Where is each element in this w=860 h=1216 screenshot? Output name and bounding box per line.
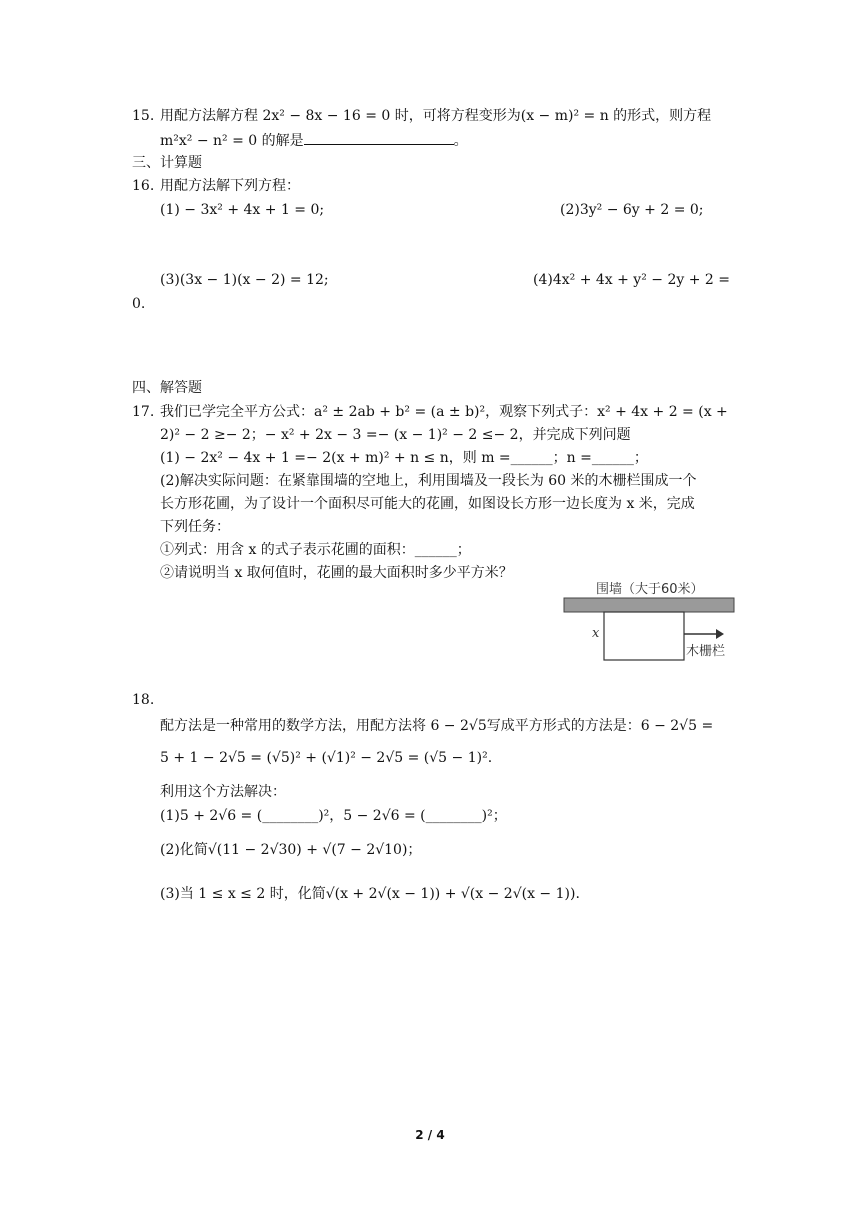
section-heading-3: 三、计算题: [132, 155, 202, 171]
q17-line3: (1) − 2x² − 4x + 1 =− 2(x + m)² + n ≤ n，则 m =______；n =______；: [160, 450, 648, 466]
q18-line5: (2)化简√(11 − 2√30) + √(7 − 2√10)；: [160, 842, 422, 858]
q16-number: 16.: [132, 178, 155, 194]
q16-part4-cont: 0.: [132, 296, 146, 312]
q17-line7: ①列式：用含 x 的式子表示花圃的面积：______；: [160, 542, 471, 558]
q15-line1: 用配方法解方程 2x² − 8x − 16 = 0 时，可将方程变形为(x − m)² = n 的形式，则方程: [160, 108, 712, 124]
section-heading-4: 四、解答题: [132, 380, 202, 396]
q18-line1: 配方法是一种常用的数学方法，用配方法将 6 − 2√5写成平方形式的方法是：6 − 2√5 =: [160, 718, 714, 734]
q18-line2: 5 + 1 − 2√5 = (√5)² + (√1)² − 2√5 = (√5 − 1)².: [160, 750, 493, 766]
q16-part1: (1) − 3x² + 4x + 1 = 0;: [160, 202, 325, 218]
q15-answer-blank[interactable]: [304, 130, 454, 145]
q18-line4: (1)5 + 2√6 = (________)²，5 − 2√6 = (________)²；: [160, 808, 507, 824]
page-number: 2 / 4: [415, 1128, 445, 1142]
q15-number: 15.: [132, 108, 155, 124]
garden-figure: [560, 578, 740, 672]
q17-line1: 我们已学完全平方公式：a² ± 2ab + b² = (a ± b)²，观察下列式子：x² + 4x + 2 = (x +: [160, 404, 728, 420]
q16-part4: (4)4x² + 4x + y² − 2y + 2 =: [533, 272, 730, 288]
q18-line3: 利用这个方法解决：: [160, 784, 286, 800]
q15-line2-end: 。: [453, 133, 468, 149]
q17-line8: ②请说明当 x 取何值时，花圃的最大面积时多少平方米？: [160, 565, 513, 581]
q15-line2: [160, 130, 468, 151]
q17-line6: 下列任务：: [160, 519, 230, 535]
wall-label: 围墙（大于60米）: [596, 582, 704, 597]
fence-arrow-head: [716, 629, 724, 639]
q16-part3: (3)(3x − 1)(x − 2) = 12;: [160, 272, 329, 288]
garden-rectangle: [604, 612, 684, 660]
side-x-label: x: [592, 626, 600, 641]
fence-label: 木栅栏: [686, 644, 726, 659]
wall-bar: [564, 598, 734, 612]
q16-part2: (2)3y² − 6y + 2 = 0;: [560, 202, 704, 218]
q18-number: 18.: [132, 692, 155, 708]
q18-line6: (3)当 1 ≤ x ≤ 2 时，化简√(x + 2√(x − 1)) + √(x − 2√(x − 1)).: [160, 886, 580, 902]
q17-line5: 长方形花圃，为了设计一个面积尽可能大的花圃，如图设长方形一边长度为 x 米，完成: [160, 496, 695, 512]
q17-number: 17.: [132, 404, 155, 420]
q15-line2-text: m²x² − n² = 0 的解是: [160, 133, 304, 149]
q17-line4: (2)解决实际问题：在紧靠围墙的空地上，利用围墙及一段长为 60 米的木栅栏围成一个: [160, 473, 697, 489]
q17-line2: 2)² − 2 ≥− 2；− x² + 2x − 3 =− (x − 1)² − 2 ≤− 2，并完成下列问题: [160, 427, 631, 443]
q16-stem: 用配方法解下列方程：: [160, 178, 300, 194]
